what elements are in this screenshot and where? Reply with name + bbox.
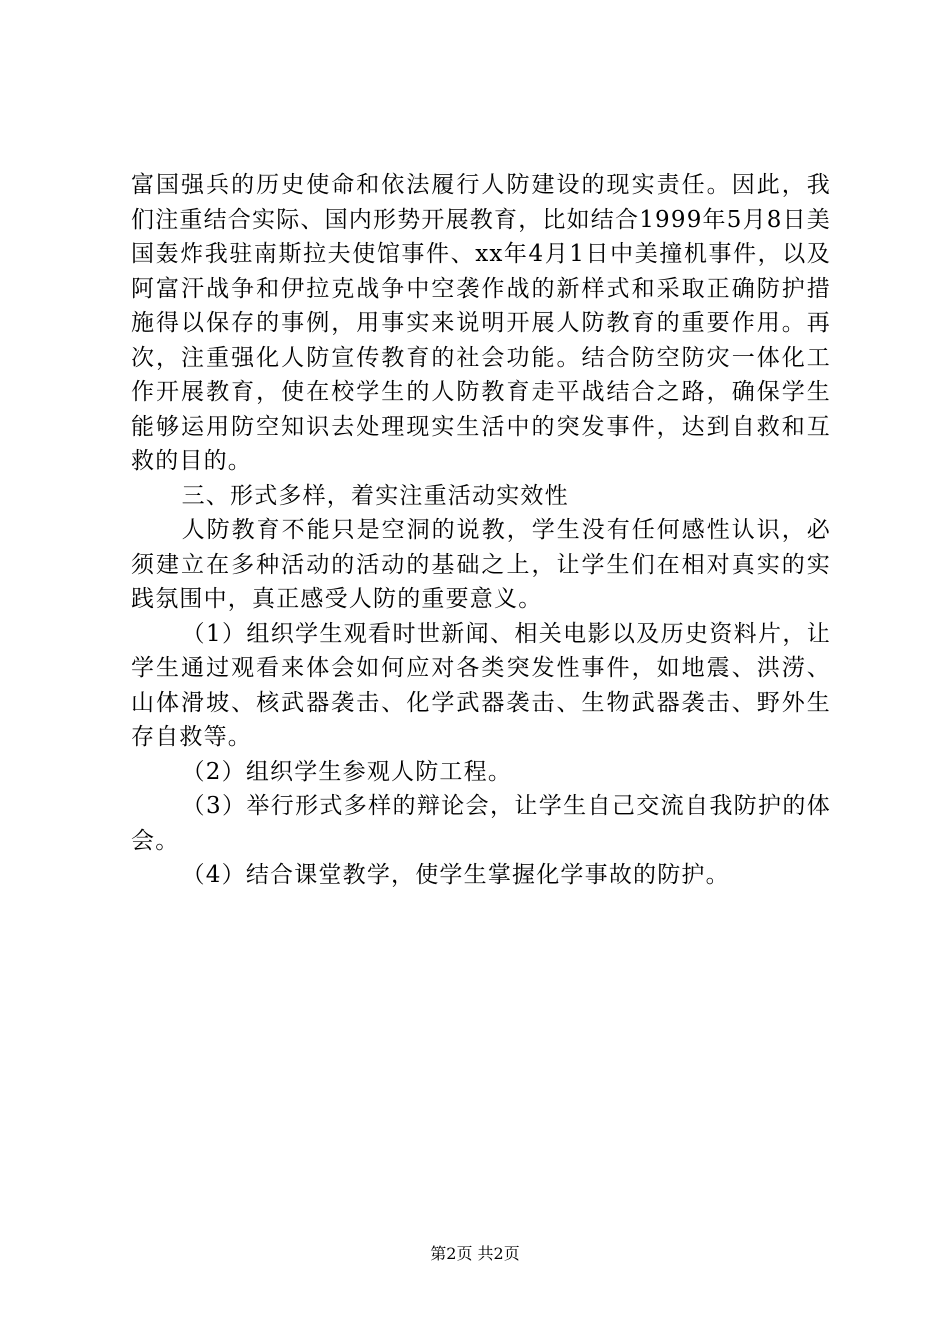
page-footer bbox=[0, 1244, 950, 1264]
paragraph-continuation: 富国强兵的历史使命和依法履行人防建设的现实责任。因此，我们注重结合实际、国内形势开展教育，比如结合1999年5月8日美国轰炸我驻南斯拉夫使馆事件、xx年4月1日中美撞机事件，以及阿富汗战争和伊拉克战争中空袭作战的新样式和采取正确防护措施得以保存的事例，用事实来说明开展人防教育的重要作用。再次，注重强化人防宣传教育的社会功能。结合防空防灾一体化工作开展教育，使在校学生的人防教育走平战结合之路，确保学生能够运用防空知识去处理现实生活中的突发事件，达到自救和互救的目的。 bbox=[131, 172, 831, 474]
document-body bbox=[131, 168, 831, 893]
list-item: （3）举行形式多样的辩论会，让学生自己交流自我防护的体会。 bbox=[131, 793, 831, 854]
list-item: （2）组织学生参观人防工程。 bbox=[181, 758, 513, 785]
page-number: 第2页 共2页 bbox=[430, 1244, 520, 1263]
list-item: （1）组织学生观看时世新闻、相关电影以及历史资料片，让学生通过观看来体会如何应对各类突发性事件，如地震、洪涝、山体滑坡、核武器袭击、化学武器袭击、生物武器袭击、野外生存自救等。 bbox=[131, 620, 831, 750]
section-heading: 三、形式多样，着实注重活动实效性 bbox=[181, 482, 569, 509]
list-item: （4）结合课堂教学，使学生掌握化学事故的防护。 bbox=[181, 862, 730, 888]
paragraph: 人防教育不能只是空洞的说教，学生没有任何感性认识，必须建立在多种活动的活动的基础之上，让学生们在相对真实的实践氛围中，真正感受人防的重要意义。 bbox=[131, 517, 831, 612]
